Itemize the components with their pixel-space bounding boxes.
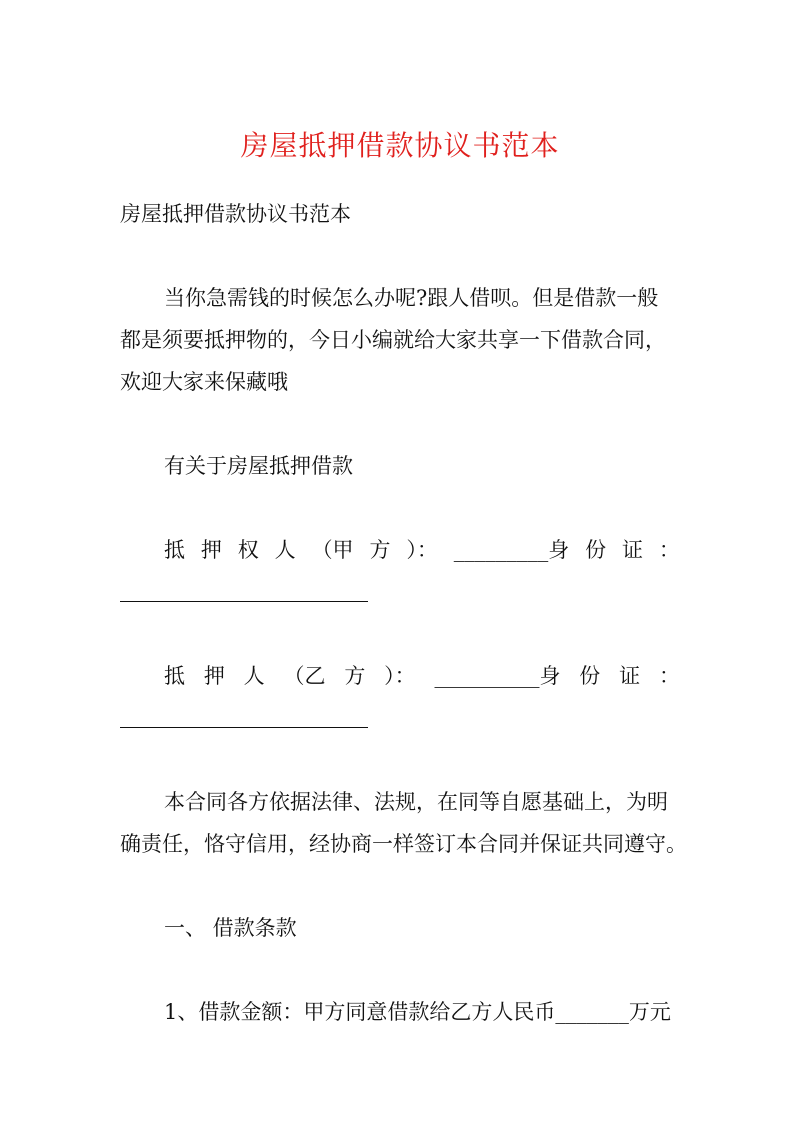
party-a-id-blank [120, 600, 368, 602]
party-a-char: 抵 [164, 538, 185, 562]
clause-one-heading: 一、 借款条款 [164, 916, 297, 940]
intro-line-2: 都是须要抵押物的，今日小编就给大家共享一下借款合同， [120, 328, 666, 352]
intro-line-1: 当你急需钱的时候怎么办呢?跟人借呗。但是借款一般 [164, 286, 659, 310]
party-a-char: 证 [622, 538, 644, 562]
party-b-char: ）： [384, 664, 416, 688]
party-b-char: 方 [344, 664, 366, 688]
party-b-char: 押 [203, 664, 225, 688]
intro-line-3: 欢迎大家来保藏哦 [120, 370, 288, 394]
party-b-char: 份 [579, 664, 601, 688]
party-a-char: _________身 [453, 538, 570, 562]
party-b-char: （乙 [283, 664, 326, 688]
preamble-line-2: 确责任，恪守信用，经协商一样签订本合同并保证共同遵守。 [120, 832, 687, 856]
preamble-line-1: 本合同各方依据法律、法规，在同等自愿基础上，为明 [164, 790, 668, 814]
document-title: 房屋抵押借款协议书范本 [240, 129, 560, 162]
party-b-char: ： [658, 664, 680, 688]
party-a-char: 份 [585, 538, 607, 562]
clause-one-item-1: 1、借款金额：甲方同意借款给乙方人民币_______万元 [164, 1000, 671, 1024]
party-b-char: 证 [619, 664, 641, 688]
party-a-char: 方 [369, 538, 391, 562]
party-a-char: ）： [406, 538, 438, 562]
party-a-char: （甲 [311, 538, 354, 562]
party-a-line [164, 536, 680, 564]
party-a-char: 权 [237, 538, 259, 562]
party-b-char: 抵 [164, 664, 185, 688]
party-b-char: 人 [243, 664, 265, 688]
party-a-char: ： [658, 538, 680, 562]
section-heading: 有关于房屋抵押借款 [164, 454, 353, 478]
party-b-char: __________身 [434, 664, 561, 688]
party-b-line [164, 662, 680, 690]
party-b-id-blank [120, 726, 368, 728]
party-a-char: 人 [274, 538, 296, 562]
party-a-char: 押 [200, 538, 222, 562]
document-subtitle: 房屋抵押借款协议书范本 [120, 202, 351, 226]
